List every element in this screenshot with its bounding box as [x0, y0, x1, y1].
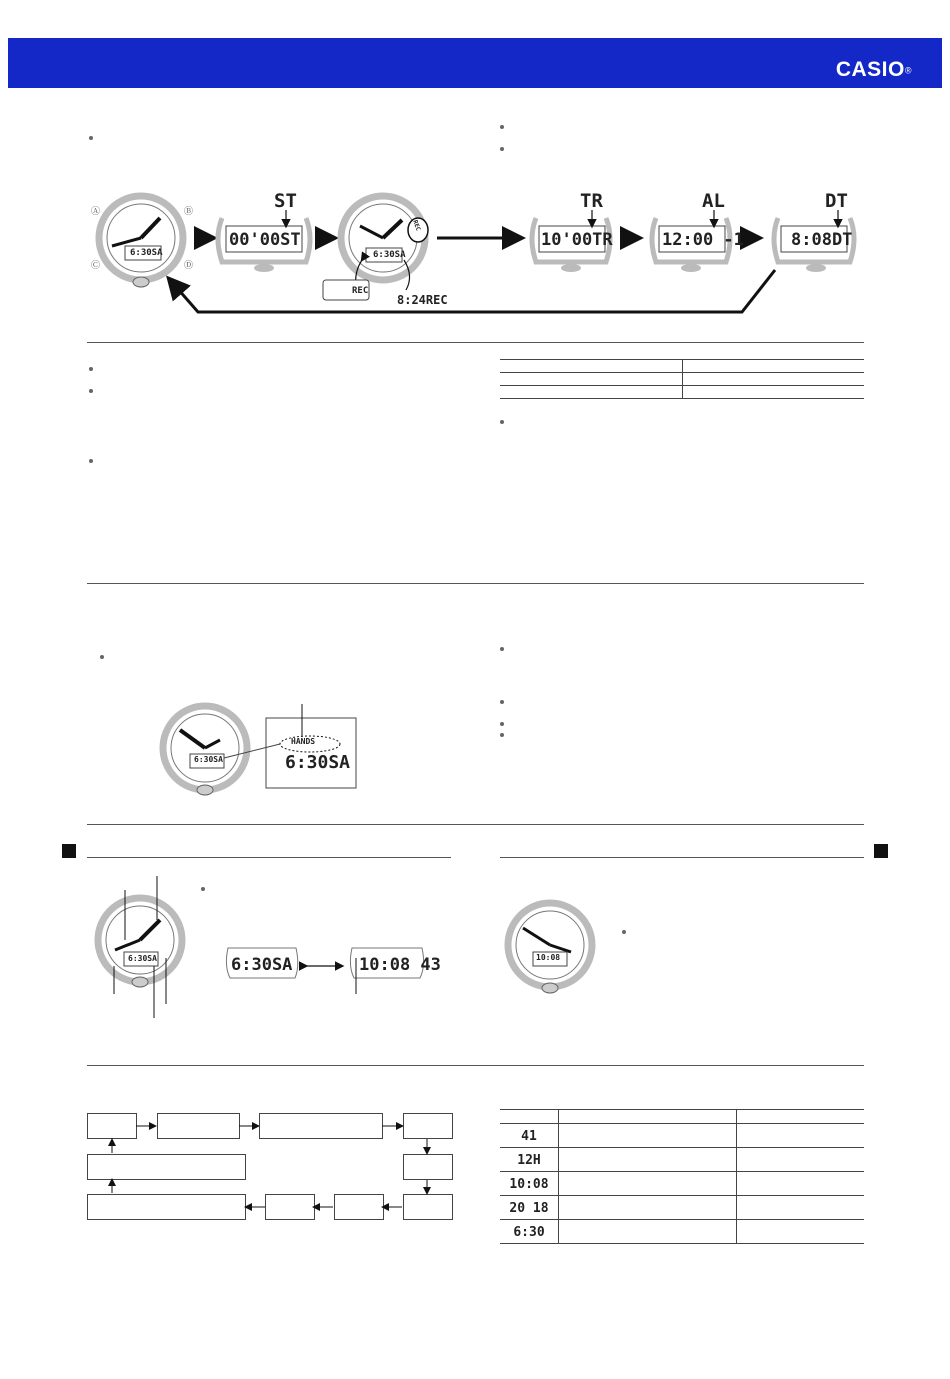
sample-lcd: 20 18 — [509, 1200, 549, 1216]
bullet — [500, 420, 504, 424]
section-divider — [87, 342, 864, 343]
section-divider — [87, 1065, 864, 1066]
bullet — [622, 930, 626, 934]
info-table — [500, 359, 864, 399]
bullet — [89, 389, 93, 393]
button-d-label: Ⓓ — [184, 261, 194, 271]
bullet — [500, 147, 504, 151]
subsection-divider — [87, 857, 451, 858]
seconds-lcd-display: 10:08 43 — [359, 955, 441, 975]
bullet — [201, 887, 205, 891]
alarm-display: 12:00 -1 — [662, 230, 744, 250]
subsection-divider — [500, 857, 864, 858]
adjust-watch-diagram — [495, 890, 615, 1000]
mode-label-st: ST — [274, 190, 297, 212]
adjust-small-display: 10:08 — [536, 953, 561, 962]
hands-label: HANDS — [291, 737, 316, 746]
settings-table — [500, 1109, 864, 1244]
button-c-label: Ⓒ — [91, 261, 101, 271]
bullet — [500, 125, 504, 129]
timekeeping-display: 6:30SA — [130, 248, 163, 258]
section-divider — [87, 824, 864, 825]
sample-lcd: 10:08 — [509, 1176, 549, 1192]
rec-badge: REC — [411, 219, 422, 232]
watch-face-icon — [99, 196, 183, 287]
rec-small-display: REC — [352, 286, 369, 296]
bullet — [100, 655, 104, 659]
hands-small-display: 6:30SA — [194, 755, 223, 764]
small-time-display: 6:30SA — [128, 954, 157, 963]
sample-lcd: 12H — [517, 1152, 541, 1168]
bullet — [500, 647, 504, 651]
button-b-label: Ⓑ — [184, 207, 194, 217]
rec-mode-display: 6:30SA — [373, 250, 406, 260]
bullet — [89, 367, 93, 371]
mode-label-al: AL — [702, 190, 725, 212]
sample-lcd: 6:30 — [513, 1224, 545, 1240]
hands-adjust-diagram — [150, 700, 370, 800]
hands-lcd-display: 6:30SA — [285, 752, 351, 773]
mode-label-tr: TR — [580, 190, 603, 212]
mode-label-dt: DT — [825, 190, 848, 212]
header-bar — [8, 38, 942, 88]
dualtime-display: 8:08DT — [791, 230, 853, 250]
button-a-label: Ⓐ — [91, 207, 101, 217]
sample-lcd: 41 — [521, 1128, 537, 1144]
flow-arrows — [80, 1105, 460, 1230]
casio-logo: CASIO® — [835, 58, 912, 81]
time-lcd-display: 6:30SA — [231, 955, 293, 975]
bullet — [500, 722, 504, 726]
section-marker-right — [874, 844, 888, 858]
timer-display: 10'00TR — [541, 230, 613, 250]
rec-time-display: 8:24REC — [397, 293, 448, 307]
bullet — [89, 459, 93, 463]
time-display-diagram — [80, 870, 460, 1020]
bullet — [500, 700, 504, 704]
stopwatch-display: 00'00ST — [229, 230, 301, 250]
bullet — [89, 136, 93, 140]
section-divider — [87, 583, 864, 584]
section-marker-left — [62, 844, 76, 858]
bullet — [500, 733, 504, 737]
